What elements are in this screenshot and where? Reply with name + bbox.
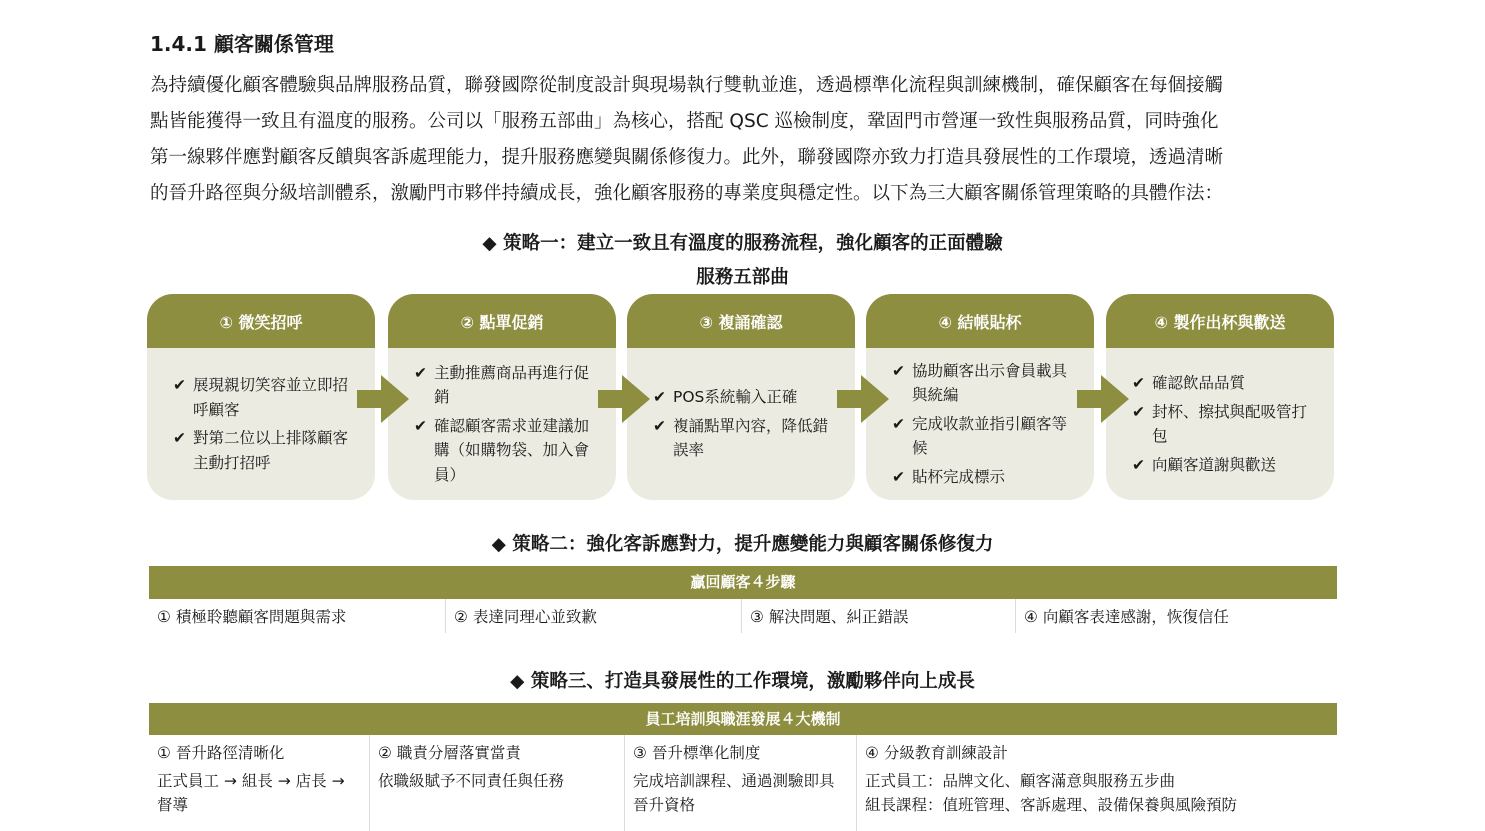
table-cell xyxy=(624,735,856,831)
step-item: 確認顧客需求並建議加購（如購物袋、加入會員） xyxy=(434,416,590,484)
table-cell xyxy=(149,735,369,831)
complaint-steps-row xyxy=(149,599,1337,633)
service-step-card xyxy=(388,294,616,500)
arrow-right-icon xyxy=(357,373,409,425)
arrow-right-icon xyxy=(1077,373,1129,425)
intro-line: 的晉升路徑與分級培訓體系，激勵門市夥伴持續成長，強化顧客服務的專業度與穩定性。以下為三大顧客關係管理策略的具體作法： xyxy=(150,183,1224,204)
mechanism-line: 晉升資格 xyxy=(633,796,696,814)
table-cell xyxy=(445,599,741,633)
strategy1-subtitle: 服務五部曲 xyxy=(696,267,789,288)
intro-line: 為持續優化顧客體驗與品牌服務品質，聯發國際從制度設計與現場執行雙軌並進，透過標準化流程與訓練機制，確保顧客在每個接觸 xyxy=(150,75,1224,96)
check-icon: ✔ xyxy=(1132,402,1145,421)
mechanism-title: ① 晉升路徑清晰化 xyxy=(157,744,285,762)
check-icon: ✔ xyxy=(173,376,186,394)
step-item: 對第二位以上排隊顧客主動打招呼 xyxy=(193,429,349,472)
table-cell xyxy=(741,599,1015,633)
step-item: 展現親切笑容並立即招呼顧客 xyxy=(193,376,349,419)
arrow-right-icon xyxy=(837,373,889,425)
step-item: 協助顧客出示會員載具與統編 xyxy=(912,361,1068,405)
table-cell xyxy=(369,735,624,831)
step-title: ④ 結帳貼杯 xyxy=(866,294,1094,348)
check-icon: ✔ xyxy=(414,416,427,435)
section-title: 1.4.1 顧客關係管理 xyxy=(150,32,334,56)
table-cell xyxy=(149,599,445,633)
service-step-card xyxy=(627,294,855,500)
step-item: POS系統輸入正確 xyxy=(673,388,798,407)
mechanism-title: ③ 晉升標準化制度 xyxy=(633,744,761,762)
step-item: 向顧客道謝與歡送 xyxy=(1152,455,1277,474)
check-icon: ✔ xyxy=(1132,455,1145,474)
complaint-table-header: 贏回顧客４步驟 xyxy=(149,566,1337,599)
check-icon: ✔ xyxy=(414,363,427,382)
step-title: ① 微笑招呼 xyxy=(147,294,375,348)
step-item: 確認飲品品質 xyxy=(1152,374,1246,392)
mechanism-title: ② 職責分層落實當責 xyxy=(378,744,521,762)
service-step-card xyxy=(147,294,375,500)
mechanism-line: 督導 xyxy=(157,796,189,814)
step-title: ③ 複誦確認 xyxy=(627,294,855,348)
career-mechanisms-row xyxy=(149,735,1337,831)
service-step-card xyxy=(1106,294,1334,500)
complaint-step: ① 積極聆聽顧客問題與需求 xyxy=(157,608,347,626)
complaint-step: ③ 解決問題、糾正錯誤 xyxy=(750,608,909,626)
step-item: 封杯、擦拭與配吸管打包 xyxy=(1152,402,1308,445)
complaint-step: ④ 向顧客表達感謝，恢復信任 xyxy=(1024,608,1229,626)
service-step-card xyxy=(866,294,1094,500)
step-item: 主動推薦商品再進行促銷 xyxy=(434,363,590,407)
step-item: 貼杯完成標示 xyxy=(912,467,1006,486)
step-item: 複誦點單內容，降低錯誤率 xyxy=(673,416,829,460)
mechanism-title: ④ 分級教育訓練設計 xyxy=(865,744,1008,762)
intro-line: 第一線夥伴應對顧客反饋與客訴處理能力，提升服務應變與關係修復力。此外，聯發國際亦致力打造具發展性的工作環境，透過清晰 xyxy=(150,147,1224,168)
table-cell xyxy=(1015,599,1337,633)
check-icon: ✔ xyxy=(892,414,905,433)
check-icon: ✔ xyxy=(1132,374,1145,392)
intro-line: 點皆能獲得一致且有溫度的服務。公司以「服務五部曲」為核心，搭配 QSC 巡檢制度，鞏固門市營運一致性與服務品質，同時強化 xyxy=(150,111,1219,132)
check-icon: ✔ xyxy=(173,429,186,447)
strategy3-title: ◆ 策略三、打造具發展性的工作環境，激勵夥伴向上成長 xyxy=(510,671,975,692)
strategy1-title: ◆ 策略一：建立一致且有溫度的服務流程，強化顧客的正面體驗 xyxy=(482,233,1003,254)
mechanism-line: 依職級賦予不同責任與任務 xyxy=(378,772,565,790)
mechanism-line: 正式員工 → 組長 → 店長 → xyxy=(157,772,345,790)
complaint-step: ② 表達同理心並致歉 xyxy=(454,608,597,626)
check-icon: ✔ xyxy=(892,467,905,486)
arrow-right-icon xyxy=(598,373,650,425)
step-item: 完成收款並指引顧客等候 xyxy=(912,414,1068,458)
table-cell xyxy=(856,735,1337,831)
career-table-header: 員工培訓與職涯發展４大機制 xyxy=(149,703,1337,735)
check-icon: ✔ xyxy=(653,388,666,407)
strategy2-title: ◆ 策略二：強化客訴應對力，提升應變能力與顧客關係修復力 xyxy=(491,534,994,555)
intro-paragraph xyxy=(150,68,1340,212)
mechanism-line: 組長課程：值班管理、客訴處理、設備保養與風險預防 xyxy=(865,796,1238,814)
check-icon: ✔ xyxy=(653,416,666,435)
mechanism-line: 完成培訓課程、通過測驗即具 xyxy=(633,772,835,790)
step-title: ② 點單促銷 xyxy=(388,294,616,348)
check-icon: ✔ xyxy=(892,361,905,380)
step-title: ④ 製作出杯與歡送 xyxy=(1106,294,1334,348)
mechanism-line: 正式員工：品牌文化、顧客滿意與服務五步曲 xyxy=(865,772,1176,790)
